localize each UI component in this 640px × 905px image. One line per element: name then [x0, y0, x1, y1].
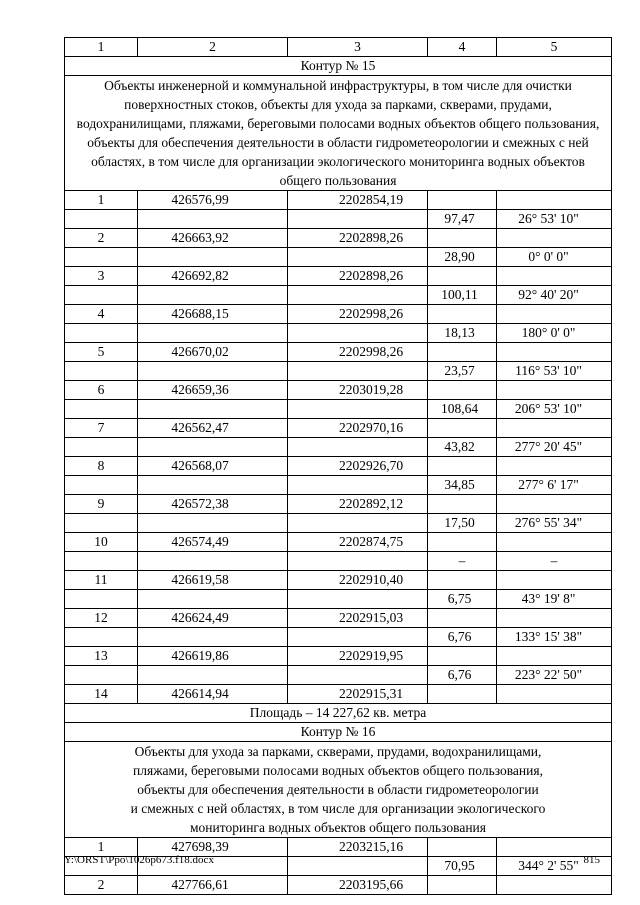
- segment-angle: 344° 2' 55": [497, 857, 612, 876]
- coordinates-table: [64, 37, 612, 895]
- empty-cell: [428, 495, 497, 514]
- segment-length: 97,47: [428, 210, 497, 229]
- segment-row: [65, 248, 612, 267]
- point-number: 10: [65, 533, 138, 552]
- empty-cell: [288, 666, 428, 685]
- x-coordinate: 426572,38: [138, 495, 288, 514]
- empty-cell: [288, 324, 428, 343]
- empty-cell: [288, 857, 428, 876]
- description-line: пляжами, береговыми полосами водных объектов общего пользования,: [133, 763, 543, 778]
- segment-length: 108,64: [428, 400, 497, 419]
- empty-cell: [428, 419, 497, 438]
- empty-cell: [497, 571, 612, 590]
- y-coordinate: 2202915,31: [288, 685, 428, 704]
- segment-angle: 206° 53' 10": [497, 400, 612, 419]
- point-row: [65, 685, 612, 704]
- empty-cell: [497, 343, 612, 362]
- contour-title-row: [65, 57, 612, 76]
- y-coordinate: 2202998,26: [288, 343, 428, 362]
- header-cell: 3: [288, 38, 428, 57]
- empty-cell: [288, 248, 428, 267]
- segment-row: [65, 628, 612, 647]
- x-coordinate: 426574,49: [138, 533, 288, 552]
- empty-cell: [497, 305, 612, 324]
- y-coordinate: 2202926,70: [288, 457, 428, 476]
- empty-cell: [138, 590, 288, 609]
- point-row: [65, 229, 612, 248]
- y-coordinate: 2202892,12: [288, 495, 428, 514]
- empty-cell: [497, 609, 612, 628]
- point-row: [65, 267, 612, 286]
- empty-cell: [138, 628, 288, 647]
- y-coordinate: 2202919,95: [288, 647, 428, 666]
- x-coordinate: 426619,86: [138, 647, 288, 666]
- empty-cell: [65, 286, 138, 305]
- point-number: 1: [65, 838, 138, 857]
- segment-length: 70,95: [428, 857, 497, 876]
- empty-cell: [497, 495, 612, 514]
- empty-cell: [428, 381, 497, 400]
- empty-cell: [138, 248, 288, 267]
- empty-cell: [288, 286, 428, 305]
- empty-cell: [497, 647, 612, 666]
- x-coordinate: 426692,82: [138, 267, 288, 286]
- x-coordinate: 426659,36: [138, 381, 288, 400]
- empty-cell: [428, 838, 497, 857]
- y-coordinate: 2202915,03: [288, 609, 428, 628]
- empty-cell: [138, 362, 288, 381]
- empty-cell: [65, 362, 138, 381]
- point-number: 14: [65, 685, 138, 704]
- empty-cell: [428, 685, 497, 704]
- x-coordinate: 426619,58: [138, 571, 288, 590]
- description-line: объекты для обеспечения деятельности в области гидрометеорологии: [137, 782, 539, 797]
- empty-cell: [428, 343, 497, 362]
- y-coordinate: 2203215,16: [288, 838, 428, 857]
- point-number: 7: [65, 419, 138, 438]
- segment-row: [65, 476, 612, 495]
- empty-cell: [497, 685, 612, 704]
- empty-cell: [428, 533, 497, 552]
- segment-length: 6,76: [428, 666, 497, 685]
- empty-cell: [65, 476, 138, 495]
- empty-cell: [428, 267, 497, 286]
- empty-cell: [65, 400, 138, 419]
- empty-cell: [288, 514, 428, 533]
- empty-cell: [497, 191, 612, 210]
- empty-cell: [428, 571, 497, 590]
- x-coordinate: 426670,02: [138, 343, 288, 362]
- empty-cell: [288, 590, 428, 609]
- y-coordinate: 2202910,40: [288, 571, 428, 590]
- empty-cell: [288, 210, 428, 229]
- contour-15-area: Площадь – 14 227,62 кв. метра: [65, 704, 612, 723]
- empty-cell: [65, 628, 138, 647]
- x-coordinate: 427766,61: [138, 876, 288, 895]
- segment-length: 6,75: [428, 590, 497, 609]
- segment-length: 34,85: [428, 476, 497, 495]
- point-row: [65, 191, 612, 210]
- empty-cell: [65, 552, 138, 571]
- description-line: Объекты для ухода за парками, скверами, прудами, водохранилищами,: [134, 744, 542, 759]
- contour-description-row: [65, 76, 612, 191]
- point-number: 6: [65, 381, 138, 400]
- empty-cell: [428, 647, 497, 666]
- description-line: мониторинга водных объектов общего пользования: [190, 820, 486, 835]
- empty-cell: [138, 476, 288, 495]
- point-number: 11: [65, 571, 138, 590]
- empty-cell: [65, 248, 138, 267]
- point-row: [65, 343, 612, 362]
- empty-cell: [288, 476, 428, 495]
- y-coordinate: 2203019,28: [288, 381, 428, 400]
- y-coordinate: 2202970,16: [288, 419, 428, 438]
- header-cell: 4: [428, 38, 497, 57]
- point-row: [65, 647, 612, 666]
- segment-angle: 133° 15' 38": [497, 628, 612, 647]
- x-coordinate: 426576,99: [138, 191, 288, 210]
- contour-16-description: [65, 742, 612, 838]
- point-number: 9: [65, 495, 138, 514]
- header-cell: 1: [65, 38, 138, 57]
- segment-angle: 276° 55' 34": [497, 514, 612, 533]
- segment-row: [65, 400, 612, 419]
- empty-cell: [288, 438, 428, 457]
- empty-cell: [65, 666, 138, 685]
- point-number: 8: [65, 457, 138, 476]
- header-cell: 2: [138, 38, 288, 57]
- empty-cell: [65, 438, 138, 457]
- empty-cell: [138, 400, 288, 419]
- segment-length: 43,82: [428, 438, 497, 457]
- contour-title-row: [65, 723, 612, 742]
- header-cell: 5: [497, 38, 612, 57]
- page-number: 815: [583, 854, 600, 866]
- empty-cell: [288, 400, 428, 419]
- contour-15-title: Контур № 15: [65, 57, 612, 76]
- y-coordinate: 2202998,26: [288, 305, 428, 324]
- segment-angle: 277° 6' 17": [497, 476, 612, 495]
- header-row: [65, 38, 612, 57]
- empty-cell: [288, 628, 428, 647]
- segment-length: –: [428, 552, 497, 571]
- file-path: Y:\ORST\Ppo\1026p673.f18.docx: [64, 854, 214, 866]
- empty-cell: [138, 514, 288, 533]
- y-coordinate: 2202874,75: [288, 533, 428, 552]
- empty-cell: [65, 514, 138, 533]
- segment-angle: –: [497, 552, 612, 571]
- point-row: [65, 495, 612, 514]
- point-number: 3: [65, 267, 138, 286]
- empty-cell: [428, 609, 497, 628]
- segment-length: 18,13: [428, 324, 497, 343]
- contour-15-description: Объекты инженерной и коммунальной инфраструктуры, в том числе для очистки поверхностных стоков, объекты для ухода за парками, скверами, прудами, водохранилищами, пляжами, береговыми полосами водных объектов общего пользования, объекты для обеспечения деятельности в области гидрометеорологии и смежных с ней областях, в том числе для организации экологического мониторинга водных объектов общего пользования: [65, 76, 612, 191]
- point-number: 13: [65, 647, 138, 666]
- segment-row: [65, 590, 612, 609]
- segment-row: [65, 552, 612, 571]
- point-row: [65, 457, 612, 476]
- segment-length: 17,50: [428, 514, 497, 533]
- segment-angle: 92° 40' 20": [497, 286, 612, 305]
- y-coordinate: 2202898,26: [288, 229, 428, 248]
- point-row: [65, 876, 612, 895]
- x-coordinate: 426562,47: [138, 419, 288, 438]
- segment-row: [65, 438, 612, 457]
- segment-angle: 223° 22' 50": [497, 666, 612, 685]
- empty-cell: [497, 419, 612, 438]
- empty-cell: [138, 438, 288, 457]
- point-number: 4: [65, 305, 138, 324]
- empty-cell: [497, 229, 612, 248]
- segment-row: [65, 286, 612, 305]
- description-line: и смежных с ней областях, в том числе для организации экологического: [130, 801, 546, 816]
- segment-length: 6,76: [428, 628, 497, 647]
- y-coordinate: 2202854,19: [288, 191, 428, 210]
- x-coordinate: 426688,15: [138, 305, 288, 324]
- y-coordinate: 2202898,26: [288, 267, 428, 286]
- empty-cell: [497, 267, 612, 286]
- x-coordinate: 426568,07: [138, 457, 288, 476]
- empty-cell: [138, 552, 288, 571]
- contour-16-title: Контур № 16: [65, 723, 612, 742]
- empty-cell: [138, 324, 288, 343]
- segment-angle: 0° 0' 0": [497, 248, 612, 267]
- empty-cell: [138, 286, 288, 305]
- segment-angle: 43° 19' 8": [497, 590, 612, 609]
- segment-length: 23,57: [428, 362, 497, 381]
- point-number: 2: [65, 876, 138, 895]
- segment-angle: 116° 53' 10": [497, 362, 612, 381]
- segment-length: 28,90: [428, 248, 497, 267]
- area-row: [65, 704, 612, 723]
- point-number: 2: [65, 229, 138, 248]
- segment-row: [65, 666, 612, 685]
- point-number: 1: [65, 191, 138, 210]
- segment-angle: 277° 20' 45": [497, 438, 612, 457]
- segment-length: 100,11: [428, 286, 497, 305]
- segment-angle: 26° 53' 10": [497, 210, 612, 229]
- point-row: [65, 419, 612, 438]
- x-coordinate: 427698,39: [138, 838, 288, 857]
- point-number: 5: [65, 343, 138, 362]
- empty-cell: [428, 191, 497, 210]
- segment-row: [65, 362, 612, 381]
- empty-cell: [428, 305, 497, 324]
- point-row: [65, 571, 612, 590]
- x-coordinate: 426663,92: [138, 229, 288, 248]
- empty-cell: [288, 552, 428, 571]
- x-coordinate: 426624,49: [138, 609, 288, 628]
- empty-cell: [428, 457, 497, 476]
- segment-row: [65, 324, 612, 343]
- empty-cell: [497, 457, 612, 476]
- empty-cell: [138, 210, 288, 229]
- point-row: [65, 305, 612, 324]
- segment-row: [65, 210, 612, 229]
- empty-cell: [65, 590, 138, 609]
- segment-angle: 180° 0' 0": [497, 324, 612, 343]
- contour-description-row: [65, 742, 612, 838]
- point-row: [65, 381, 612, 400]
- point-row: [65, 533, 612, 552]
- empty-cell: [497, 381, 612, 400]
- point-row: [65, 609, 612, 628]
- empty-cell: [65, 324, 138, 343]
- empty-cell: [138, 666, 288, 685]
- empty-cell: [428, 229, 497, 248]
- empty-cell: [288, 362, 428, 381]
- segment-row: [65, 514, 612, 533]
- empty-cell: [497, 533, 612, 552]
- x-coordinate: 426614,94: [138, 685, 288, 704]
- empty-cell: [497, 876, 612, 895]
- y-coordinate: 2203195,66: [288, 876, 428, 895]
- empty-cell: [428, 876, 497, 895]
- point-number: 12: [65, 609, 138, 628]
- empty-cell: [65, 210, 138, 229]
